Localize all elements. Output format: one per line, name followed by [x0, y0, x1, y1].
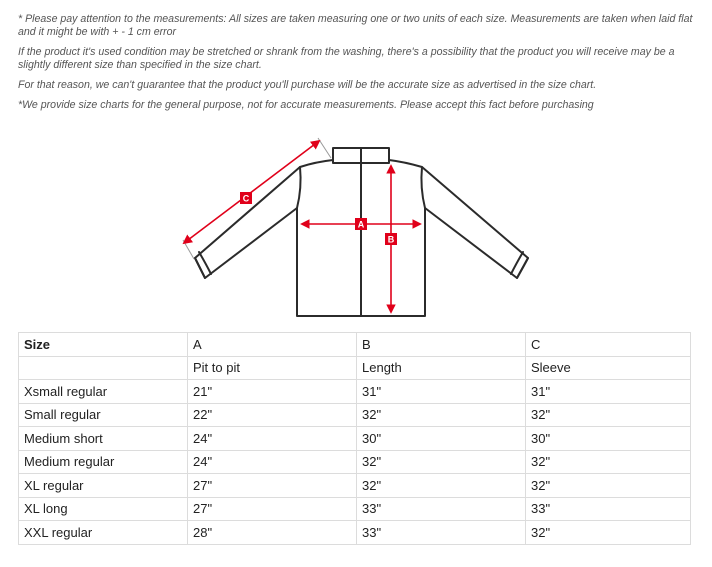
size-chart-table: [18, 332, 691, 545]
pit-to-pit-cell: 21": [188, 380, 357, 404]
sleeve-cell: 32": [526, 403, 691, 427]
svg-text:A: A: [357, 219, 365, 230]
pit-to-pit-cell: 27": [188, 474, 357, 498]
jacket-measurement-diagram: [170, 128, 540, 328]
sleeve-cell: 30": [526, 427, 691, 451]
size-cell: Xsmall regular: [19, 380, 188, 404]
table-row: [19, 497, 691, 521]
sleeve-cell: 32": [526, 450, 691, 474]
table-header-row: [19, 333, 691, 357]
sleeve-cell: 31": [526, 380, 691, 404]
shoulder-guide-line: [318, 138, 331, 158]
notes-section: [18, 13, 698, 119]
length-cell: 31": [357, 380, 526, 404]
size-cell: XL long: [19, 497, 188, 521]
length-cell: 33": [357, 497, 526, 521]
subheader-c: Sleeve: [526, 356, 691, 380]
sleeve-cell: 33": [526, 497, 691, 521]
svg-text:B: B: [387, 234, 395, 245]
label-b: [385, 233, 397, 245]
table-row: [19, 521, 691, 545]
label-c: [240, 192, 252, 204]
sleeve-cell: 32": [526, 521, 691, 545]
subheader-b: Length: [357, 356, 526, 380]
pit-to-pit-cell: 28": [188, 521, 357, 545]
size-cell: XXL regular: [19, 521, 188, 545]
pit-to-pit-cell: 27": [188, 497, 357, 521]
size-cell: Medium regular: [19, 450, 188, 474]
length-cell: 32": [357, 474, 526, 498]
size-cell: Small regular: [19, 403, 188, 427]
length-cell: 30": [357, 427, 526, 451]
pit-to-pit-cell: 24": [188, 427, 357, 451]
table-row: [19, 474, 691, 498]
table-row: [19, 380, 691, 404]
subheader-a: Pit to pit: [188, 356, 357, 380]
size-cell: XL regular: [19, 474, 188, 498]
label-a: [355, 218, 367, 230]
header-b: B: [357, 333, 526, 357]
pit-to-pit-cell: 22": [188, 403, 357, 427]
size-cell: Medium short: [19, 427, 188, 451]
length-cell: 32": [357, 450, 526, 474]
note-general-purpose: *We provide size charts for the general purpose, not for accurate measurements. Please accept this fact before purchasing: [18, 99, 594, 111]
table-row: [19, 450, 691, 474]
header-c: C: [526, 333, 691, 357]
header-a: A: [188, 333, 357, 357]
note-used-condition: If the product it's used condition may be stretched or shrank from the washing, there's a possibility that the product you will receive may be a slightly different size than specified in the size chart.: [18, 46, 675, 71]
svg-text:C: C: [242, 193, 250, 204]
note-measurements: * Please pay attention to the measurements: All sizes are taken measuring one or two units of each size. Measurements are taken when laid flat and it might be with + - 1 cm error: [18, 13, 693, 38]
header-size: Size: [19, 333, 188, 357]
sleeve-cell: 32": [526, 474, 691, 498]
pit-to-pit-cell: 24": [188, 450, 357, 474]
table-subheader-row: [19, 356, 691, 380]
note-no-guarantee: For that reason, we can't guarantee that the product you'll purchase will be the accurate size as advertised in the size chart.: [18, 79, 597, 91]
length-cell: 33": [357, 521, 526, 545]
jacket-outline: [195, 148, 528, 316]
subheader-size: [19, 356, 188, 380]
length-cell: 32": [357, 403, 526, 427]
table-row: [19, 427, 691, 451]
table-row: [19, 403, 691, 427]
